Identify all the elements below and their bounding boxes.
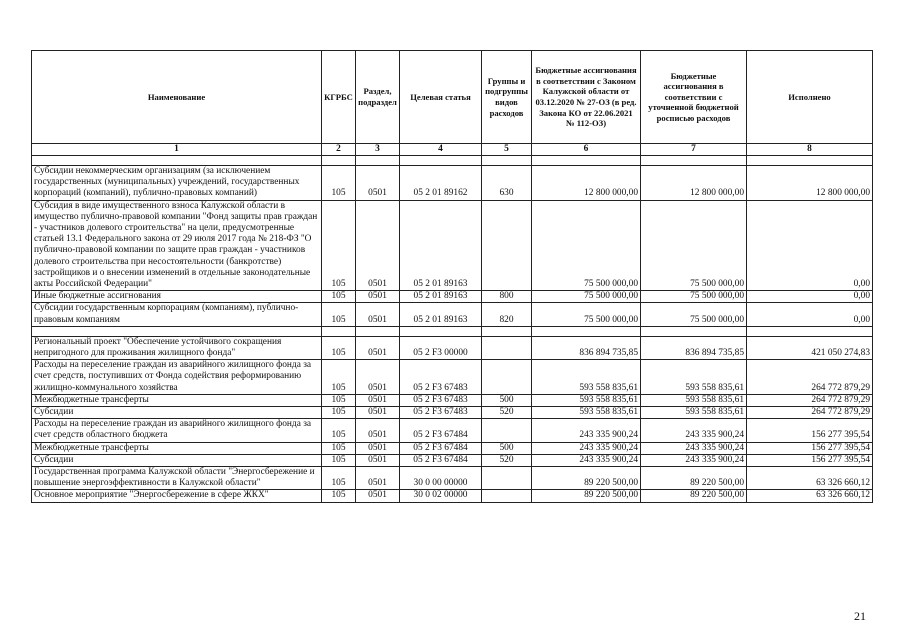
row-kgrbs: 105 [322, 467, 356, 490]
row-target-article: 05 2 01 89162 [400, 166, 482, 201]
row-law-allocation: 243 335 900,24 [532, 419, 641, 442]
column-number: 2 [322, 144, 356, 156]
row-target-article: 30 0 02 00000 [400, 490, 482, 502]
row-executed: 264 772 879,29 [747, 407, 873, 419]
row-refined-allocation: 89 220 500,00 [641, 467, 747, 490]
row-section: 0501 [356, 442, 400, 454]
row-expense-group [482, 200, 532, 291]
row-kgrbs: 105 [322, 200, 356, 291]
row-kgrbs: 105 [322, 454, 356, 466]
row-executed: 63 326 660,12 [747, 490, 873, 502]
row-refined-allocation: 89 220 500,00 [641, 490, 747, 502]
table-row [32, 360, 873, 395]
row-section: 0501 [356, 467, 400, 490]
row-expense-group [482, 360, 532, 395]
row-refined-allocation: 593 558 835,61 [641, 394, 747, 406]
row-executed: 156 277 395,54 [747, 454, 873, 466]
row-law-allocation: 75 500 000,00 [532, 291, 641, 303]
row-name: Субсидия в виде имущественного взноса Калужской области в имущество публично-правовой компании "Фонд защиты прав граждан - участников долевого строительства" на цели, предусмотренные статьей 13.1 Федерального закона от 29 июля 2017 года № 218-ФЗ "О публично-правовой компании по защите прав граждан - участников долевого строительства при несостоятельности (банкротстве) застройщиков и о внесении изменений в отдельные законодательные акты Российской Федерации" [32, 200, 322, 291]
row-target-article: 05 2 01 89163 [400, 291, 482, 303]
table-row [32, 166, 873, 201]
row-expense-group: 500 [482, 394, 532, 406]
row-expense-group [482, 419, 532, 442]
row-refined-allocation: 75 500 000,00 [641, 200, 747, 291]
row-expense-group: 820 [482, 303, 532, 326]
table-row [32, 407, 873, 419]
header-group: Группы и подгруппы видов расходов [482, 51, 532, 144]
table-row [32, 467, 873, 490]
header-executed: Исполнено [747, 51, 873, 144]
row-law-allocation: 89 220 500,00 [532, 490, 641, 502]
spacer-row [32, 156, 873, 166]
row-refined-allocation: 593 558 835,61 [641, 360, 747, 395]
row-section: 0501 [356, 166, 400, 201]
row-refined-allocation: 836 894 735,85 [641, 336, 747, 359]
table-row [32, 419, 873, 442]
row-section: 0501 [356, 303, 400, 326]
row-target-article: 05 2 F3 67484 [400, 419, 482, 442]
column-number: 7 [641, 144, 747, 156]
row-law-allocation: 243 335 900,24 [532, 454, 641, 466]
table-row [32, 291, 873, 303]
header-law-allocation: Бюджетные ассигнования в соответствии с Законом Калужской области от 03.12.2020 № 27-ОЗ (в ред. Закона КО от 22.06.2021 № 112-ОЗ) [532, 51, 641, 144]
row-target-article: 05 2 F3 67484 [400, 454, 482, 466]
row-executed: 264 772 879,29 [747, 394, 873, 406]
row-refined-allocation: 593 558 835,61 [641, 407, 747, 419]
row-name: Расходы на переселение граждан из аварийного жилищного фонда за счет средств, поступивших от Фонда содействия реформированию жилищно-коммунального хозяйства [32, 360, 322, 395]
row-section: 0501 [356, 291, 400, 303]
row-executed: 156 277 395,54 [747, 442, 873, 454]
row-name: Субсидии [32, 454, 322, 466]
row-expense-group [482, 467, 532, 490]
row-kgrbs: 105 [322, 407, 356, 419]
table-row [32, 303, 873, 326]
header-refined-allocation: Бюджетные ассигнования в соответствии с уточненной бюджетной росписью расходов [641, 51, 747, 144]
row-executed: 0,00 [747, 291, 873, 303]
header-name: Наименование [32, 51, 322, 144]
row-name: Межбюджетные трансферты [32, 394, 322, 406]
row-executed: 0,00 [747, 200, 873, 291]
spacer-row [32, 326, 873, 336]
row-name: Региональный проект "Обеспечение устойчивого сокращения непригодного для проживания жилищного фонда" [32, 336, 322, 359]
row-refined-allocation: 75 500 000,00 [641, 291, 747, 303]
row-expense-group: 500 [482, 442, 532, 454]
row-kgrbs: 105 [322, 490, 356, 502]
column-number: 8 [747, 144, 873, 156]
row-kgrbs: 105 [322, 442, 356, 454]
table-row [32, 394, 873, 406]
header-row [32, 51, 873, 144]
header-section: Раздел, подраздел [356, 51, 400, 144]
row-section: 0501 [356, 200, 400, 291]
row-section: 0501 [356, 360, 400, 395]
row-name: Государственная программа Калужской области "Энергосбережение и повышение энергоэффективности в Калужской области" [32, 467, 322, 490]
row-target-article: 05 2 F3 67484 [400, 442, 482, 454]
column-number: 5 [482, 144, 532, 156]
row-section: 0501 [356, 407, 400, 419]
row-law-allocation: 12 800 000,00 [532, 166, 641, 201]
row-law-allocation: 593 558 835,61 [532, 407, 641, 419]
row-expense-group [482, 490, 532, 502]
row-target-article: 05 2 F3 00000 [400, 336, 482, 359]
row-refined-allocation: 243 335 900,24 [641, 454, 747, 466]
row-target-article: 05 2 F3 67483 [400, 360, 482, 395]
table-row [32, 336, 873, 359]
row-law-allocation: 75 500 000,00 [532, 303, 641, 326]
row-law-allocation: 75 500 000,00 [532, 200, 641, 291]
row-kgrbs: 105 [322, 394, 356, 406]
row-executed: 0,00 [747, 303, 873, 326]
row-name: Межбюджетные трансферты [32, 442, 322, 454]
row-law-allocation: 836 894 735,85 [532, 336, 641, 359]
row-target-article: 05 2 F3 67483 [400, 407, 482, 419]
table-row [32, 200, 873, 291]
row-target-article: 05 2 01 89163 [400, 303, 482, 326]
row-expense-group [482, 336, 532, 359]
column-number: 1 [32, 144, 322, 156]
row-executed: 264 772 879,29 [747, 360, 873, 395]
row-section: 0501 [356, 454, 400, 466]
row-name: Иные бюджетные ассигнования [32, 291, 322, 303]
row-target-article: 30 0 00 00000 [400, 467, 482, 490]
row-refined-allocation: 243 335 900,24 [641, 419, 747, 442]
column-number: 6 [532, 144, 641, 156]
row-target-article: 05 2 F3 67483 [400, 394, 482, 406]
page-number: 21 [854, 609, 866, 623]
table-row [32, 454, 873, 466]
column-number: 3 [356, 144, 400, 156]
row-kgrbs: 105 [322, 166, 356, 201]
row-kgrbs: 105 [322, 336, 356, 359]
table-row [32, 442, 873, 454]
row-refined-allocation: 75 500 000,00 [641, 303, 747, 326]
row-expense-group: 520 [482, 454, 532, 466]
row-section: 0501 [356, 419, 400, 442]
row-law-allocation: 593 558 835,61 [532, 360, 641, 395]
row-name: Основное мероприятие "Энергосбережение в сфере ЖКХ" [32, 490, 322, 502]
row-expense-group: 520 [482, 407, 532, 419]
row-name: Субсидии некоммерческим организациям (за исключением государственных (муниципальных) учреждений, государственных корпораций (компаний), публично-правовых компаний) [32, 166, 322, 201]
row-expense-group: 800 [482, 291, 532, 303]
row-kgrbs: 105 [322, 291, 356, 303]
row-target-article: 05 2 01 89163 [400, 200, 482, 291]
header-target: Целевая статья [400, 51, 482, 144]
row-kgrbs: 105 [322, 360, 356, 395]
table-row [32, 490, 873, 502]
column-number: 4 [400, 144, 482, 156]
row-executed: 63 326 660,12 [747, 467, 873, 490]
row-kgrbs: 105 [322, 419, 356, 442]
row-executed: 421 050 274,83 [747, 336, 873, 359]
row-executed: 156 277 395,54 [747, 419, 873, 442]
row-law-allocation: 89 220 500,00 [532, 467, 641, 490]
row-expense-group: 630 [482, 166, 532, 201]
row-section: 0501 [356, 336, 400, 359]
budget-table [31, 50, 873, 503]
row-law-allocation: 593 558 835,61 [532, 394, 641, 406]
row-section: 0501 [356, 490, 400, 502]
row-executed: 12 800 000,00 [747, 166, 873, 201]
header-kgrbs: КГРБС [322, 51, 356, 144]
row-refined-allocation: 12 800 000,00 [641, 166, 747, 201]
row-section: 0501 [356, 394, 400, 406]
row-kgrbs: 105 [322, 303, 356, 326]
row-name: Субсидии государственным корпорациям (компаниям), публично-правовым компаниям [32, 303, 322, 326]
column-number-row [32, 144, 873, 156]
row-name: Субсидии [32, 407, 322, 419]
row-refined-allocation: 243 335 900,24 [641, 442, 747, 454]
row-law-allocation: 243 335 900,24 [532, 442, 641, 454]
row-name: Расходы на переселение граждан из аварийного жилищного фонда за счет средств областного бюджета [32, 419, 322, 442]
